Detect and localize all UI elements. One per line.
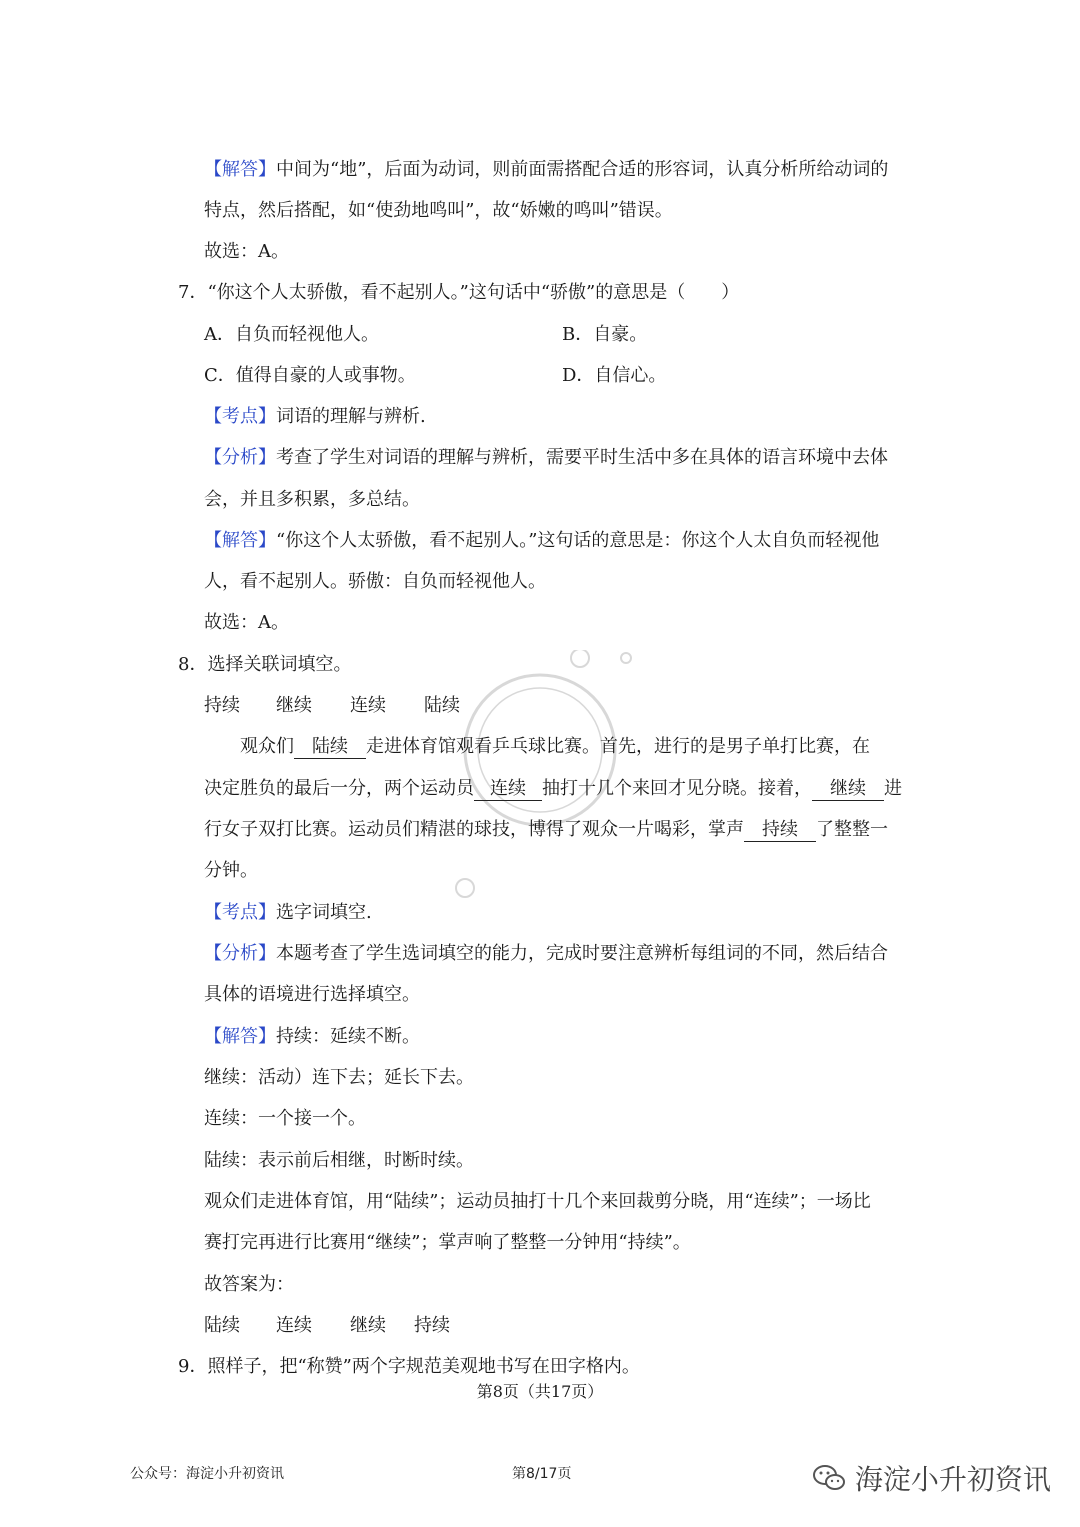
word-bank-item: 连续: [350, 695, 386, 716]
q6-choice: 故选：A。: [204, 241, 289, 262]
q6-answer-line1: 【解答】中间为“地”，后面为动词，则前面需搭配合适的形容词，认真分析所给动词的: [204, 159, 889, 180]
q8-result-label: 故答案为：: [204, 1274, 294, 1295]
page-short: 第8/17页: [512, 1466, 572, 1482]
q8-passage-line1: 观众们 陆续 走进体育馆观看乒乓球比赛。首先，进行的是男子单打比赛，在: [240, 736, 870, 757]
result-word: 持续: [414, 1315, 450, 1336]
q7-point: 【考点】词语的理解与辨析.: [204, 406, 426, 427]
q7-stem: 7．“你这个人太骄傲，看不起别人。”这句话中“骄傲”的意思是（ ）: [178, 282, 740, 303]
word-bank-item: 陆续: [424, 695, 460, 716]
q8-passage-line4: 分钟。: [204, 860, 258, 881]
q7-analysis-line1: 【分析】考查了学生对词语的理解与辨析，需要平时生活中多在具体的语言环境中去体: [204, 447, 888, 468]
blank-answer: 陆续: [294, 736, 366, 759]
watermark-stamp: [440, 650, 640, 900]
brand-name: 海淀小升初资讯: [854, 1463, 1051, 1496]
result-word: 连续: [276, 1315, 312, 1336]
q7-option-d: D．自信心。: [562, 365, 667, 386]
q6-answer-line2: 特点，然后搭配，如“使劲地鸣叫”，故“娇嫩的鸣叫”错误。: [204, 200, 673, 221]
q7-answer-line2: 人，看不起别人。骄傲：自负而轻视他人。: [204, 571, 546, 592]
analysis-tag: 【分析】: [204, 447, 276, 468]
word-bank-item: 继续: [276, 695, 312, 716]
result-word: 陆续: [204, 1315, 240, 1336]
q8-stem: 8．选择关联词填空。: [178, 654, 352, 675]
q8-point: 【考点】选字词填空.: [204, 902, 372, 923]
q7-option-b: B．自豪。: [562, 324, 648, 345]
q8-definition-2: 继续：活动）连下去；延长下去。: [204, 1067, 474, 1088]
blank-answer: 继续: [812, 778, 884, 801]
blank-answer: 持续: [744, 819, 816, 842]
q7-analysis-line2: 会，并且多积累，多总结。: [204, 489, 420, 510]
analysis-tag: 【分析】: [204, 943, 276, 964]
q8-answer-line1: 【解答】持续：延续不断。: [204, 1026, 420, 1047]
q8-passage-line2: 决定胜负的最后一分，两个运动员 连续 抽打十几个来回才见分晓。接着， 继续 进: [204, 778, 902, 799]
q8-analysis-line2: 具体的语境进行选择填空。: [204, 984, 420, 1005]
answer-tag: 【解答】: [204, 1026, 276, 1047]
q7-answer-line1: 【解答】“你这个人太骄傲，看不起别人。”这句话的意思是：你这个人太自负而轻视他: [204, 530, 880, 551]
q8-analysis-line1: 【分析】本题考查了学生选词填空的能力，完成时要注意辨析每组词的不同，然后结合: [204, 943, 888, 964]
q9-stem: 9．照样子，把“称赞”两个字规范美观地书写在田字格内。: [178, 1356, 640, 1377]
q8-result-words: [204, 1314, 450, 1338]
q7-option-c: C．值得自豪的人或事物。: [204, 365, 416, 386]
q8-word-bank: [204, 694, 460, 718]
brand-mark: [812, 1458, 1051, 1498]
account-label: 公众号：海淀小升初资讯: [130, 1466, 284, 1482]
q8-definition-4: 陆续：表示前后相继，时断时续。: [204, 1150, 474, 1171]
point-tag: 【考点】: [204, 406, 276, 427]
q7-choice: 故选：A。: [204, 612, 289, 633]
q8-passage-line3: 行女子双打比赛。运动员们精湛的球技，博得了观众一片喝彩，掌声 持续 了整整一: [204, 819, 888, 840]
answer-tag: 【解答】: [204, 159, 276, 180]
q8-explanation-line1: 观众们走进体育馆，用“陆续”；运动员抽打十几个来回裁剪分晓，用“连续”；一场比: [204, 1191, 871, 1212]
answer-tag: 【解答】: [204, 530, 276, 551]
word-bank-item: 持续: [204, 695, 240, 716]
blank-answer: 连续: [474, 778, 542, 801]
q7-option-a: A．自负而轻视他人。: [204, 324, 379, 345]
wechat-icon: [812, 1463, 846, 1493]
q8-definition-3: 连续：一个接一个。: [204, 1108, 366, 1129]
q8-explanation-line2: 赛打完再进行比赛用“继续”；掌声响了整整一分钟用“持续”。: [204, 1232, 691, 1253]
point-tag: 【考点】: [204, 902, 276, 923]
page-number: 第8页（共17页）: [476, 1382, 604, 1401]
result-word: 继续: [350, 1315, 386, 1336]
